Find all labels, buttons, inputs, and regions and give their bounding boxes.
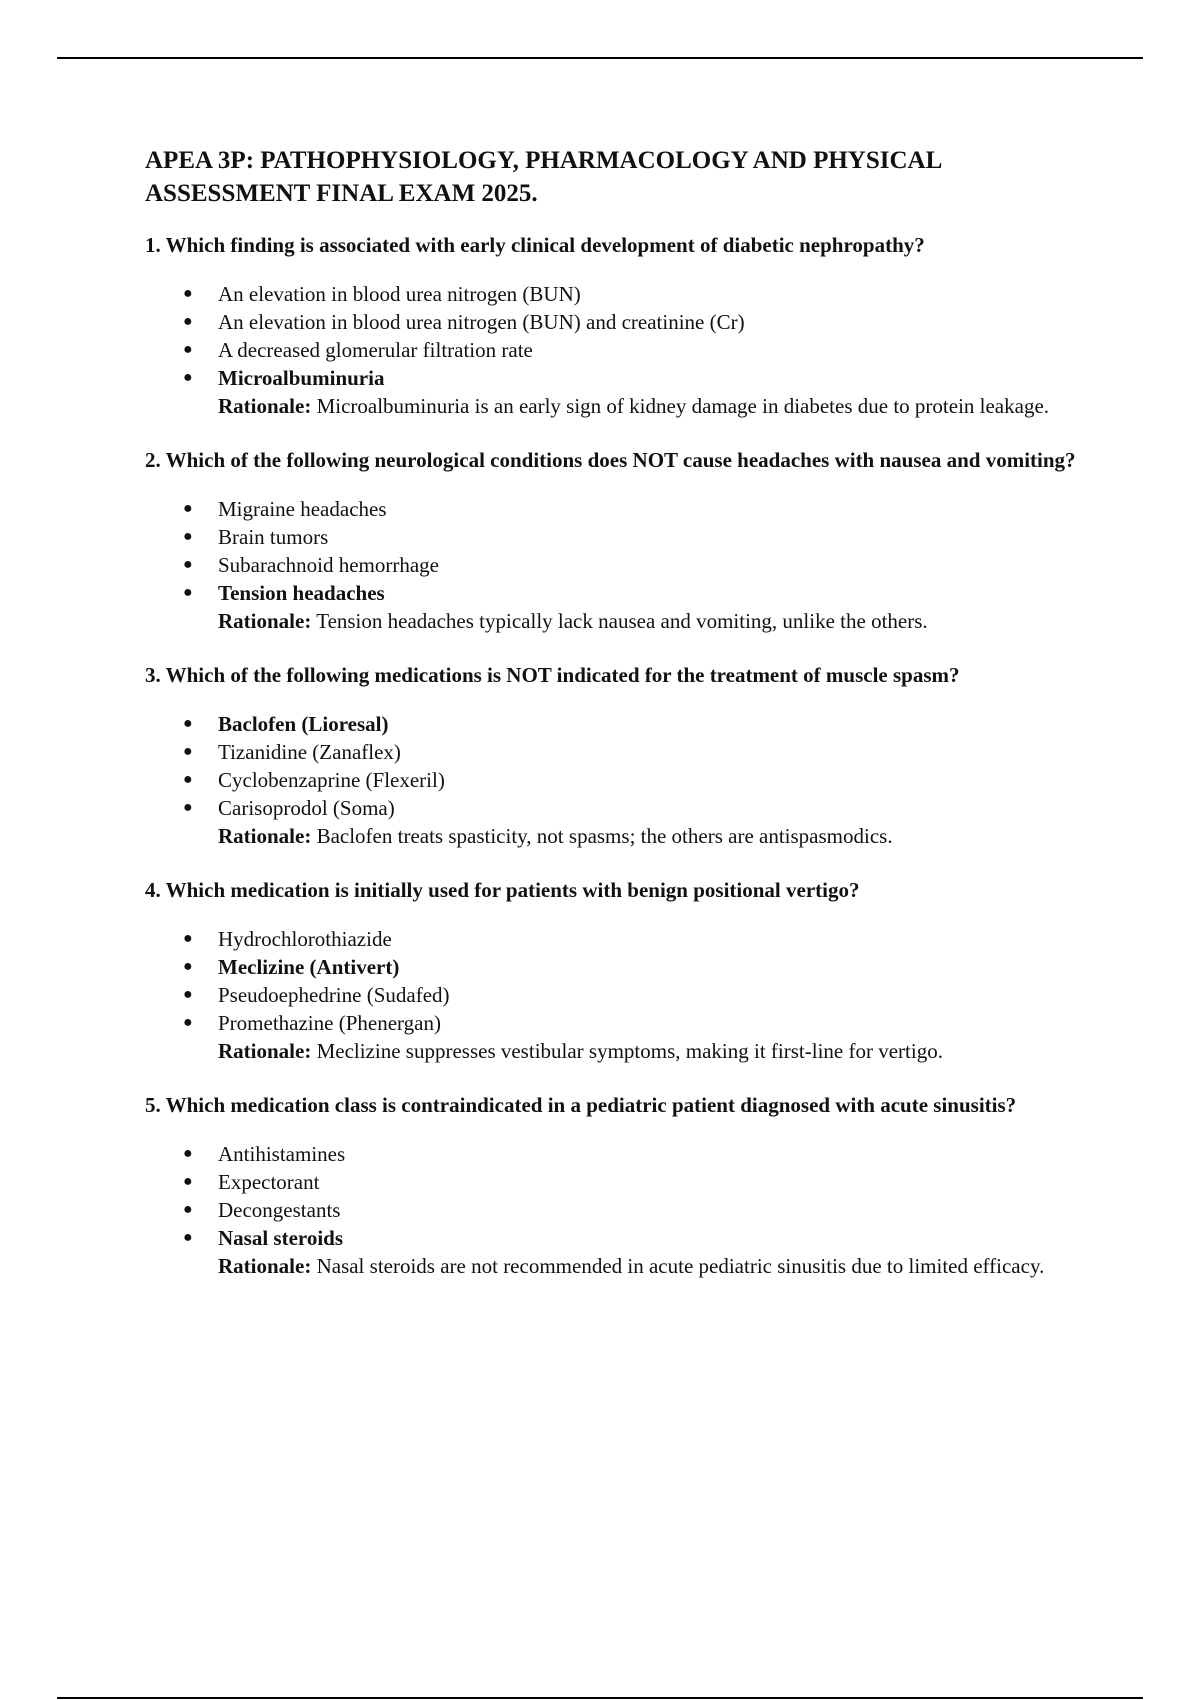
- answer-option-label: Expectorant: [218, 1170, 320, 1194]
- answer-option-label: Pseudoephedrine (Sudafed): [218, 983, 450, 1007]
- rationale: [145, 392, 1105, 420]
- rationale: [145, 607, 1105, 635]
- rationale-label: Rationale:: [218, 1254, 312, 1278]
- bullet-icon: ●: [183, 986, 193, 1003]
- answer-option-label: Microalbuminuria: [218, 366, 385, 390]
- answer-option: [145, 1168, 1105, 1196]
- bullet-icon: ●: [183, 715, 193, 732]
- rationale: [145, 1037, 1105, 1065]
- bullet-icon: ●: [183, 1014, 193, 1031]
- answer-option-label: Tizanidine (Zanaflex): [218, 740, 401, 764]
- answer-option-label: Tension headaches: [218, 581, 385, 605]
- answer-option-correct: [145, 364, 1105, 392]
- answer-option-label: Antihistamines: [218, 1142, 346, 1166]
- answer-option-correct: [145, 953, 1105, 981]
- bullet-icon: ●: [183, 930, 193, 947]
- answer-option-label: Promethazine (Phenergan): [218, 1011, 441, 1035]
- rationale-text: Nasal steroids are not recommended in acute pediatric sinusitis due to limited efficacy.: [316, 1254, 1045, 1278]
- answer-option-label: Meclizine (Antivert): [218, 955, 400, 979]
- rationale-text: Tension headaches typically lack nausea and vomiting, unlike the others.: [316, 609, 928, 633]
- bullet-icon: ●: [183, 1173, 193, 1190]
- bullet-icon: ●: [183, 341, 193, 358]
- bullet-icon: ●: [183, 743, 193, 760]
- answer-options: [145, 495, 1105, 607]
- bullet-icon: ●: [183, 285, 193, 302]
- question-text: 1. Which finding is associated with early clinical development of diabetic nephropathy?: [145, 233, 925, 257]
- answer-options: [145, 280, 1105, 392]
- question-block: [145, 876, 1105, 1065]
- answer-option-label: Carisoprodol (Soma): [218, 796, 395, 820]
- bottom-rule: [57, 1697, 1143, 1699]
- answer-option: [145, 1140, 1105, 1168]
- question-list: [145, 231, 1105, 1280]
- answer-option-label: Migraine headaches: [218, 497, 387, 521]
- top-rule: [57, 57, 1143, 59]
- question-text: 4. Which medication is initially used for patients with benign positional vertigo?: [145, 878, 860, 902]
- bullet-icon: ●: [183, 958, 193, 975]
- question-block: [145, 1091, 1105, 1280]
- answer-option: [145, 738, 1105, 766]
- document-title: APEA 3P: PATHOPHYSIOLOGY, PHARMACOLOGY AND PHYSICAL ASSESSMENT FINAL EXAM 2025.: [145, 147, 941, 207]
- answer-options: [145, 925, 1105, 1037]
- rationale: [145, 822, 1105, 850]
- rationale-text: Meclizine suppresses vestibular symptoms, making it first-line for vertigo.: [316, 1039, 943, 1063]
- answer-option: [145, 280, 1105, 308]
- rationale-text: Baclofen treats spasticity, not spasms; the others are antispasmodics.: [316, 824, 893, 848]
- question-block: [145, 661, 1105, 850]
- answer-options: [145, 710, 1105, 822]
- rationale-label: Rationale:: [218, 824, 312, 848]
- bullet-icon: ●: [183, 500, 193, 517]
- question-text: 5. Which medication class is contraindicated in a pediatric patient diagnosed with acute sinusitis?: [145, 1093, 1017, 1117]
- answer-options: [145, 1140, 1105, 1252]
- answer-option-label: Decongestants: [218, 1198, 341, 1222]
- answer-option: [145, 981, 1105, 1009]
- question-text: 3. Which of the following medications is NOT indicated for the treatment of muscle spasm?: [145, 663, 960, 687]
- bullet-icon: ●: [183, 369, 193, 386]
- bullet-icon: ●: [183, 1201, 193, 1218]
- rationale-text: Microalbuminuria is an early sign of kidney damage in diabetes due to protein leakage.: [316, 394, 1050, 418]
- answer-option: [145, 925, 1105, 953]
- answer-option-label: A decreased glomerular filtration rate: [218, 338, 533, 362]
- question-block: [145, 446, 1105, 635]
- bullet-icon: ●: [183, 771, 193, 788]
- bullet-icon: ●: [183, 1229, 193, 1246]
- answer-option: [145, 523, 1105, 551]
- bullet-icon: ●: [183, 556, 193, 573]
- answer-option: [145, 1009, 1105, 1037]
- answer-option: [145, 308, 1105, 336]
- bullet-icon: ●: [183, 313, 193, 330]
- answer-option: [145, 766, 1105, 794]
- answer-option-label: Cyclobenzaprine (Flexeril): [218, 768, 445, 792]
- answer-option: [145, 336, 1105, 364]
- bullet-icon: ●: [183, 528, 193, 545]
- answer-option-label: Nasal steroids: [218, 1226, 344, 1250]
- answer-option: [145, 551, 1105, 579]
- bullet-icon: ●: [183, 799, 193, 816]
- answer-option: [145, 794, 1105, 822]
- answer-option-label: Baclofen (Lioresal): [218, 712, 389, 736]
- answer-option-label: An elevation in blood urea nitrogen (BUN) and creatinine (Cr): [218, 310, 745, 334]
- answer-option-correct: [145, 1224, 1105, 1252]
- answer-option-label: An elevation in blood urea nitrogen (BUN): [218, 282, 581, 306]
- answer-option: [145, 1196, 1105, 1224]
- answer-option-correct: [145, 710, 1105, 738]
- bullet-icon: ●: [183, 584, 193, 601]
- question-text: 2. Which of the following neurological conditions does NOT cause headaches with nausea and vomiting?: [145, 448, 1076, 472]
- bullet-icon: ●: [183, 1145, 193, 1162]
- answer-option-correct: [145, 579, 1105, 607]
- rationale-label: Rationale:: [218, 394, 312, 418]
- answer-option: [145, 495, 1105, 523]
- answer-option-label: Brain tumors: [218, 525, 329, 549]
- document-body: [145, 144, 1105, 1306]
- rationale-label: Rationale:: [218, 609, 312, 633]
- rationale: [145, 1252, 1105, 1280]
- question-block: [145, 231, 1105, 420]
- answer-option-label: Subarachnoid hemorrhage: [218, 553, 440, 577]
- rationale-label: Rationale:: [218, 1039, 312, 1063]
- answer-option-label: Hydrochlorothiazide: [218, 927, 392, 951]
